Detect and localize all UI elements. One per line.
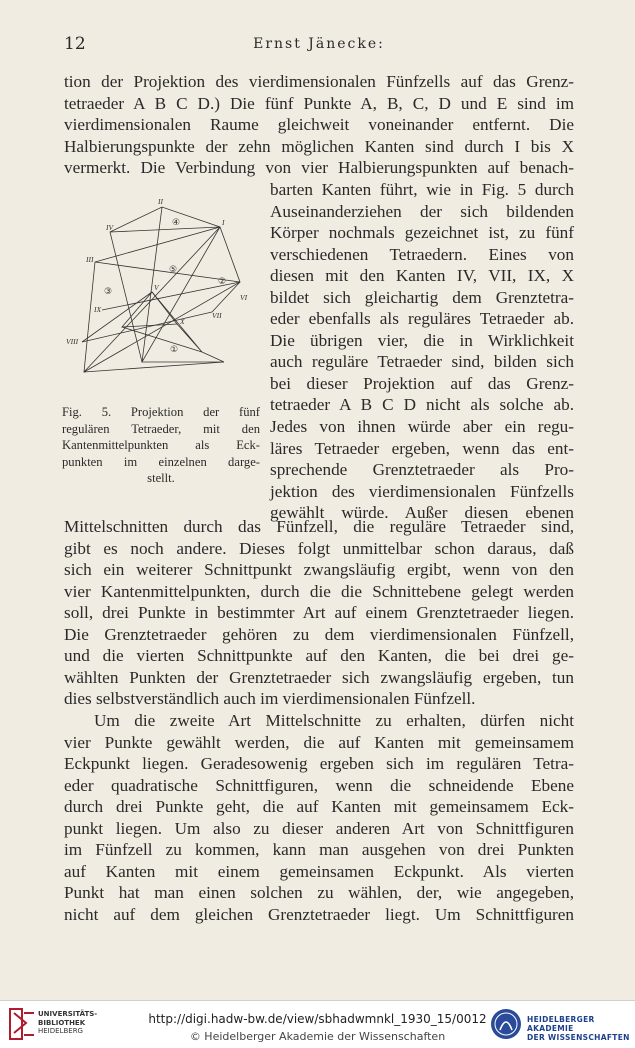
text-line: gibt es noch andere. Dieses folgt unmittelbar schon daraus, daß	[64, 538, 574, 558]
text-line: Körper nochmals gezeichnet ist, zu fünf	[270, 223, 574, 243]
footer-bar	[0, 1000, 635, 1048]
caption-line: stellt.	[147, 471, 175, 485]
vertex-label: IX	[94, 305, 102, 314]
library-name: UNIVERSITÄTS- BIBLIOTHEK HEIDELBERG	[38, 1010, 98, 1035]
academy-name: HEIDELBERGER AKADEMIE DER WISSENSCHAFTEN	[527, 1015, 630, 1042]
text-line: Auseinanderziehen der sich bildenden	[270, 201, 574, 221]
text-line: eder quadratische Schnittfiguren, wenn die schneidende Ebene	[64, 775, 574, 795]
text-line: jektion des vierdimensionalen Fünfzells	[270, 481, 574, 501]
figure-5-diagram	[62, 192, 262, 398]
body-paragraph-right-column	[270, 179, 574, 524]
text-line: im Fünfzell zu kommen, kann man ausgehen von drei Punkten	[64, 840, 574, 860]
text-line: durch drei Punkte geht, die auf Kanten mit gemeinsamem Eck-	[64, 797, 574, 817]
text-line: dies selbstverständlich auch im vierdimensionalen Fünfzell.	[64, 689, 476, 709]
region-number: ②	[218, 277, 227, 287]
caption-line: Kantenmittelpunkten als Eck-	[62, 438, 260, 452]
vertex-label: IV	[106, 223, 114, 232]
text-line: sich ein weiterer Schnittpunkt zwangsläufig ergibt, wenn von den	[64, 560, 574, 580]
text-line: auf Kanten mit einem gemeinsamen Eckpunkt. Als vierten	[64, 861, 574, 881]
body-paragraph-2	[64, 710, 574, 925]
text-line: Mittelschnitten durch das Fünfzell, die reguläre Tetraeder sind,	[64, 517, 574, 536]
text-line: Um die zweite Art Mittelschnitte zu erhalten, dürfen nicht	[94, 711, 574, 730]
text-line: bei dieser Projektion auf das Grenz-	[270, 373, 574, 393]
copyright-notice: © Heidelberger Akademie der Wissenschaften	[189, 1030, 446, 1043]
inner-tetra-edges	[110, 207, 220, 362]
text-line: tion der Projektion des vierdimensionalen Fünfzells auf das Grenz-	[64, 72, 574, 91]
body-paragraph-top	[64, 71, 574, 179]
text-line: Die übrigen vier, die in Wirklichkeit	[270, 330, 574, 350]
text-line: eder ebenfalls als reguläres Tetraeder ab.	[270, 309, 574, 329]
text-line: diesen mit den Kanten IV, VII, IX, X	[270, 266, 574, 286]
caption-line: regulären Tetraeder, mit den	[62, 421, 260, 436]
figure-caption	[62, 404, 260, 487]
vertex-label: VI	[240, 293, 248, 302]
vertex-label: X	[180, 317, 185, 326]
region-number: ③	[104, 287, 113, 297]
text-line: barten Kanten führt, wie in Fig. 5 durch	[270, 180, 574, 199]
text-line: auch reguläre Tetraeder sind, bilden sich	[270, 352, 574, 372]
text-line: läres Tetraeder ergeben, wenn das ent-	[270, 438, 574, 458]
text-line: Jedes von ihnen würde aber ein regu-	[270, 417, 574, 437]
outer-tetra-edges	[84, 227, 240, 372]
text-line: gewählt würde. Außer diesen ebenen	[270, 503, 574, 523]
vertex-label: VII	[212, 311, 222, 320]
vertex-label: II	[158, 197, 163, 206]
text-line: sprechende Grenztetraeder als Pro-	[270, 460, 574, 480]
academy-logo-icon	[490, 1008, 522, 1040]
text-line: Eckpunkt liegen. Geradesowenig ergeben sich im regulären Tetra-	[64, 754, 574, 774]
text-line: Halbierungspunkte der zehn möglichen Kanten sind durch I bis X	[64, 136, 574, 156]
text-line: Punkt hat man einen solchen zu wählen, der, wie angegeben,	[64, 883, 574, 903]
vertex-label: I	[222, 218, 225, 227]
text-line: vier Kantenmittelpunkten, durch die die Schnittebene gelegt werden	[64, 581, 574, 601]
text-line: Die Grenztetraeder gehören zu dem vierdimensionalen Fünfzell,	[64, 624, 574, 644]
text-line: verschiedenen Tetraedern. Eines von	[270, 244, 574, 264]
text-line: wählten Punkten der Grenztetraeder sich zwangsläufig ergeben, tun	[64, 667, 574, 687]
caption-line: punkten im einzelnen darge-	[62, 454, 260, 469]
vertex-label: V	[154, 283, 159, 292]
vertex-label: III	[86, 255, 94, 264]
text-line: soll, drei Punkte in bestimmter Art auf einem Grenztetraeder liegen.	[64, 603, 574, 623]
vertex-label: VIII	[66, 337, 79, 346]
text-line: nicht auf dem gleichen Grenztetraeder liegt. Um Schnittfiguren	[64, 904, 574, 924]
text-line: tetraeder A B C D.) Die fünf Punkte A, B, C, D und E sind im	[64, 93, 574, 113]
text-line: bildet sich gleichartig dem Grenztetra-	[270, 287, 574, 307]
text-line: vier Punkte gewählt werden, die auf Kanten mit gemeinsamem	[64, 732, 574, 752]
text-line: tetraeder A B C D nicht als solche ab.	[270, 395, 574, 415]
page-number: 12	[64, 34, 86, 54]
region-number: ①	[170, 345, 179, 355]
text-line: punkt liegen. Um also zu dieser anderen Art von Schnittfiguren	[64, 818, 574, 838]
permalink-url[interactable]: http://digi.hadw-bw.de/view/sbhadwmnkl_1930_15/0012	[148, 1012, 487, 1026]
caption-line: Fig. 5. Projektion der fünf	[62, 405, 260, 419]
body-paragraph-1	[64, 516, 574, 710]
running-head: Ernst Jänecke:	[253, 36, 385, 52]
region-number: ④	[172, 218, 181, 228]
page-header	[64, 34, 574, 58]
text-line: vermerkt. Die Verbindung von vier Halbierungspunkten auf benach-	[64, 158, 574, 178]
text-line: und die vierten Schnittpunkte auf den Kanten, die bei drei ge-	[64, 646, 574, 666]
region-number: ⑤	[169, 265, 178, 275]
text-line: vierdimensionalen Raume gleichweit voneinander entfernt. Die	[64, 115, 574, 135]
